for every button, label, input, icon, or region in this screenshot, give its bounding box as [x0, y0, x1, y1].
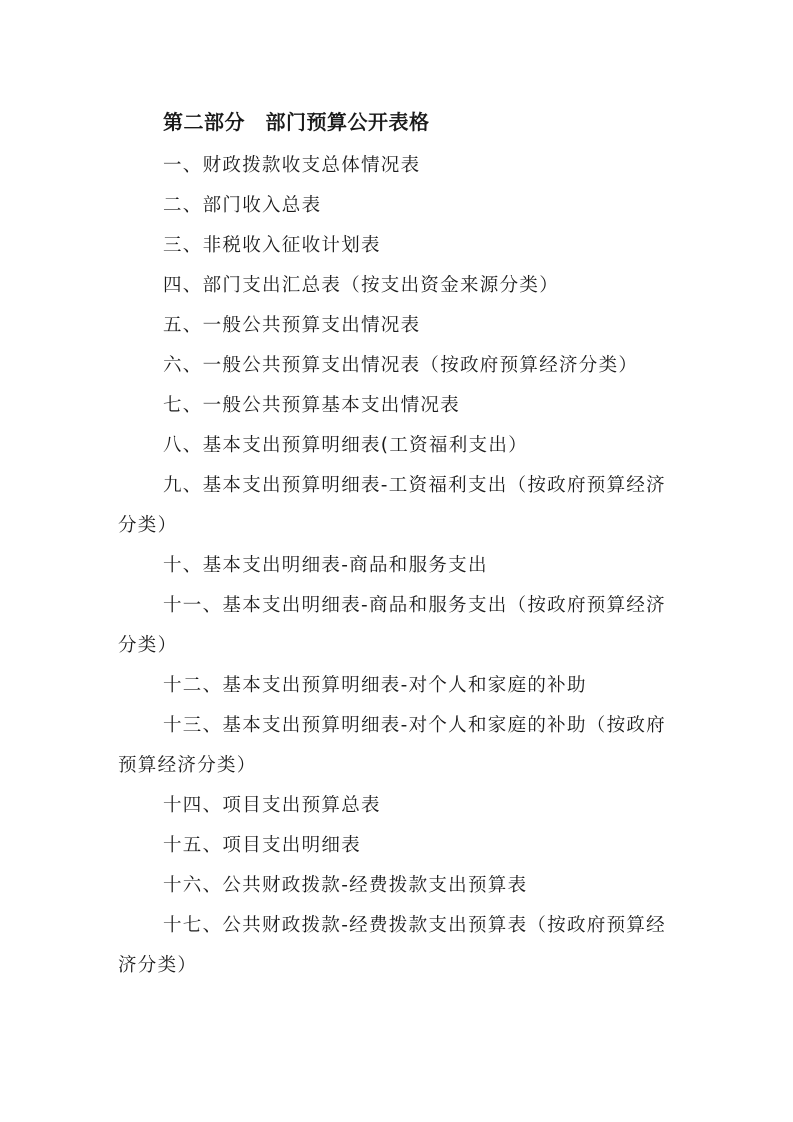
list-item: 八、基本支出预算明细表(工资福利支出）: [163, 435, 528, 456]
list-item: 二、部门收入总表: [163, 195, 322, 216]
list-item: 十七、公共财政拨款-经费拨款支出预算表（按政府预算经济分类）: [118, 915, 666, 976]
list-item: 十五、项目支出明细表: [163, 835, 362, 856]
list-item: 十一、基本支出明细表-商品和服务支出（按政府预算经济分类）: [118, 595, 666, 656]
list-item: 七、一般公共预算基本支出情况表: [163, 395, 461, 416]
list-item: 十二、基本支出预算明细表-对个人和家庭的补助: [163, 675, 587, 696]
list-item: 六、一般公共预算支出情况表（按政府预算经济分类）: [163, 355, 639, 376]
list-item: 十、基本支出明细表-商品和服务支出: [163, 555, 488, 576]
list-item: 五、一般公共预算支出情况表: [163, 315, 421, 336]
list-item: 四、部门支出汇总表（按支出资金来源分类）: [163, 275, 560, 296]
list-item: 十三、基本支出预算明细表-对个人和家庭的补助（按政府预算经济分类）: [118, 715, 666, 776]
list-item: 十四、项目支出预算总表: [163, 795, 381, 816]
list-item: 一、财政拨款收支总体情况表: [163, 155, 421, 176]
list-item: 三、非税收入征收计划表: [163, 235, 381, 256]
list-item: 十六、公共财政拨款-经费拨款支出预算表: [163, 875, 528, 896]
table-list: [118, 146, 678, 986]
section-title: 第二部分 部门预算公开表格: [163, 110, 430, 134]
list-item: 九、基本支出预算明细表-工资福利支出（按政府预算经济分类）: [118, 475, 666, 536]
